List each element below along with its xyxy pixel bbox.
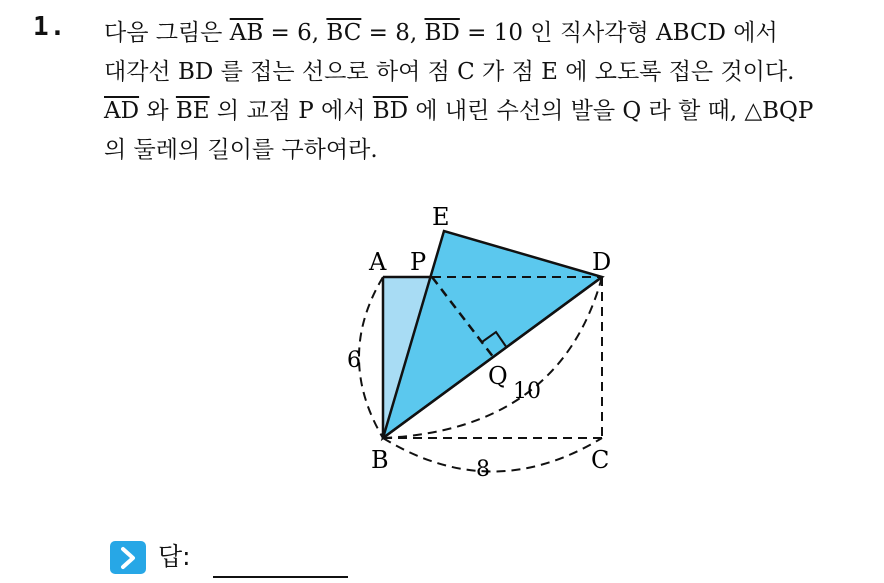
problem-statement <box>104 14 874 170</box>
problem-number: 1. <box>33 12 67 42</box>
label-a: A <box>369 248 387 276</box>
geometry-figure <box>330 195 650 485</box>
arc-ab-length <box>359 277 383 438</box>
label-p: P <box>410 248 427 276</box>
label-e: E <box>432 203 450 231</box>
label-c: C <box>591 446 610 474</box>
answer-blank[interactable] <box>213 576 348 578</box>
problem-line-4: 의 둘레의 길이를 구하여라. <box>104 137 378 163</box>
text-segment: = 10 인 직사각형 ABCD 에서 <box>459 20 778 46</box>
text-segment: 에 내린 수선의 발을 Q 라 할 때, △BQP <box>408 98 814 124</box>
segment-ab: $\overline{AB}$ <box>229 20 264 46</box>
chevron-right-icon <box>110 541 146 574</box>
length-bd: 10 <box>513 379 541 404</box>
label-d: D <box>592 248 612 276</box>
text-segment: 와 <box>139 98 176 124</box>
problem-line-2: 대각선 BD 를 접는 선으로 하여 점 C 가 점 E 에 오도록 접은 것이다. <box>104 59 795 85</box>
label-b: B <box>371 446 389 474</box>
arc-bc-length <box>383 438 602 472</box>
problem-line-3 <box>104 92 874 131</box>
segment-be: $\overline{BE}$ <box>175 98 210 124</box>
answer-label: 답: <box>158 542 191 571</box>
text-segment: 의 교점 P 에서 <box>209 98 373 124</box>
label-q: Q <box>488 362 508 390</box>
text-segment: = 6, <box>263 20 327 46</box>
segment-bd: $\overline{BD}$ <box>424 20 460 46</box>
text-segment: 다음 그림은 <box>104 20 230 46</box>
segment-bd: $\overline{BD}$ <box>372 98 409 124</box>
length-bc: 8 <box>476 457 490 482</box>
length-ab: 6 <box>347 348 361 373</box>
segment-ad: $\overline{AD}$ <box>104 98 140 124</box>
text-segment: = 8, <box>361 20 425 46</box>
problem-line-1 <box>104 14 874 53</box>
segment-bc: $\overline{BC}$ <box>326 20 362 46</box>
